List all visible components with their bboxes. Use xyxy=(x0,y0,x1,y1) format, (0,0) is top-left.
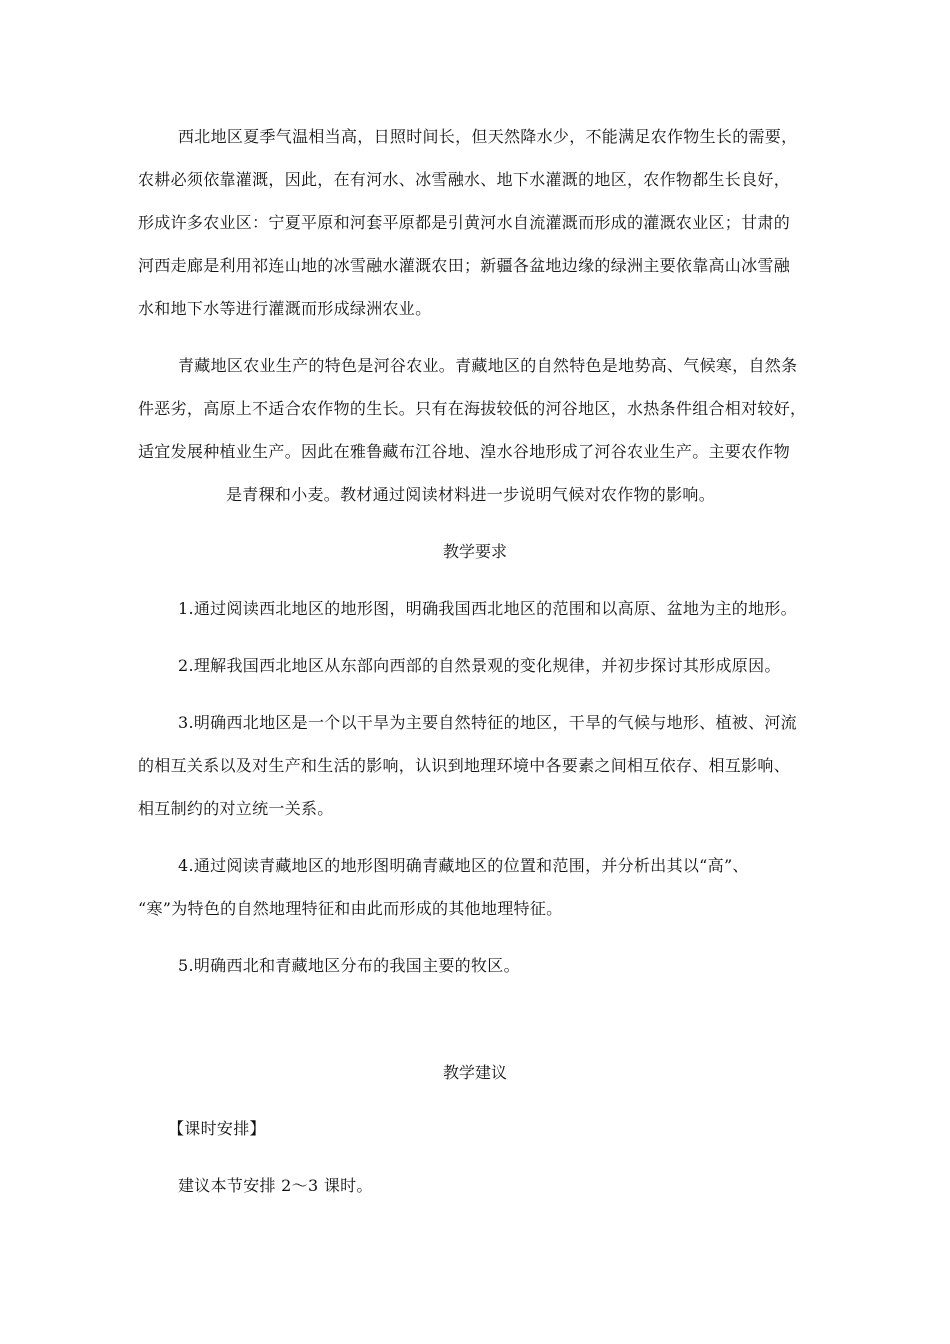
text-line: “寒”为特色的自然地理特征和由此而形成的其他地理特征。 xyxy=(138,899,563,918)
text-line: 是青稞和小麦。教材通过阅读材料进一步说明气候对农作物的影响。 xyxy=(226,485,716,504)
text-line: 青藏地区农业生产的特色是河谷农业。青藏地区的自然特色是地势高、气候寒，自然条 xyxy=(178,356,798,375)
text-line: 的相互关系以及对生产和生活的影响，认识到地理环境中各要素之间相互依存、相互影响、 xyxy=(138,756,791,775)
text-line: 水和地下水等进行灌溉而形成绿洲农业。 xyxy=(138,299,432,318)
text-line: 相互制约的对立统一关系。 xyxy=(138,799,334,818)
section-heading-requirements: 教学要求 xyxy=(442,542,507,561)
text-line: 适宜发展种植业生产。因此在雅鲁藏布江谷地、湟水谷地形成了河谷农业生产。主要农作物 xyxy=(138,442,791,461)
text-line: 形成许多农业区：宁夏平原和河套平原都是引黄河水自流灌溉而形成的灌溉农业区；甘肃的 xyxy=(138,213,791,232)
text-line: 河西走廊是利用祁连山地的冰雪融水灌溉农田；新疆各盆地边缘的绿洲主要依靠高山冰雪融 xyxy=(138,256,791,275)
text-line: 件恶劣，高原上不适合农作物的生长。只有在海拔较低的河谷地区，水热条件组合相对较好， xyxy=(138,399,807,418)
text-line: 农耕必须依靠灌溉，因此，在有河水、冰雪融水、地下水灌溉的地区，农作物都生长良好， xyxy=(138,170,791,189)
list-item: 5.明确西北和青藏地区分布的我国主要的牧区。 xyxy=(178,956,520,975)
class-hours-text: 建议本节安排 2～3 课时。 xyxy=(178,1176,373,1195)
section-label-class-hours: 【课时安排】 xyxy=(168,1119,266,1138)
list-item: 1.通过阅读西北地区的地形图，明确我国西北地区的范围和以高原、盆地为主的地形。 xyxy=(178,599,797,618)
list-item: 2.理解我国西北地区从东部向西部的自然景观的变化规律，并初步探讨其形成原因。 xyxy=(178,656,781,675)
text-line: 4.通过阅读青藏地区的地形图明确青藏地区的位置和范围，并分析出其以“高”、 xyxy=(178,856,749,875)
text-line: 西北地区夏季气温相当高，日照时间长，但天然降水少，不能满足农作物生长的需要， xyxy=(178,127,798,146)
section-heading-suggestions: 教学建议 xyxy=(442,1063,507,1082)
text-line: 3.明确西北地区是一个以干旱为主要自然特征的地区，干旱的气候与地形、植被、河流 xyxy=(178,713,797,732)
